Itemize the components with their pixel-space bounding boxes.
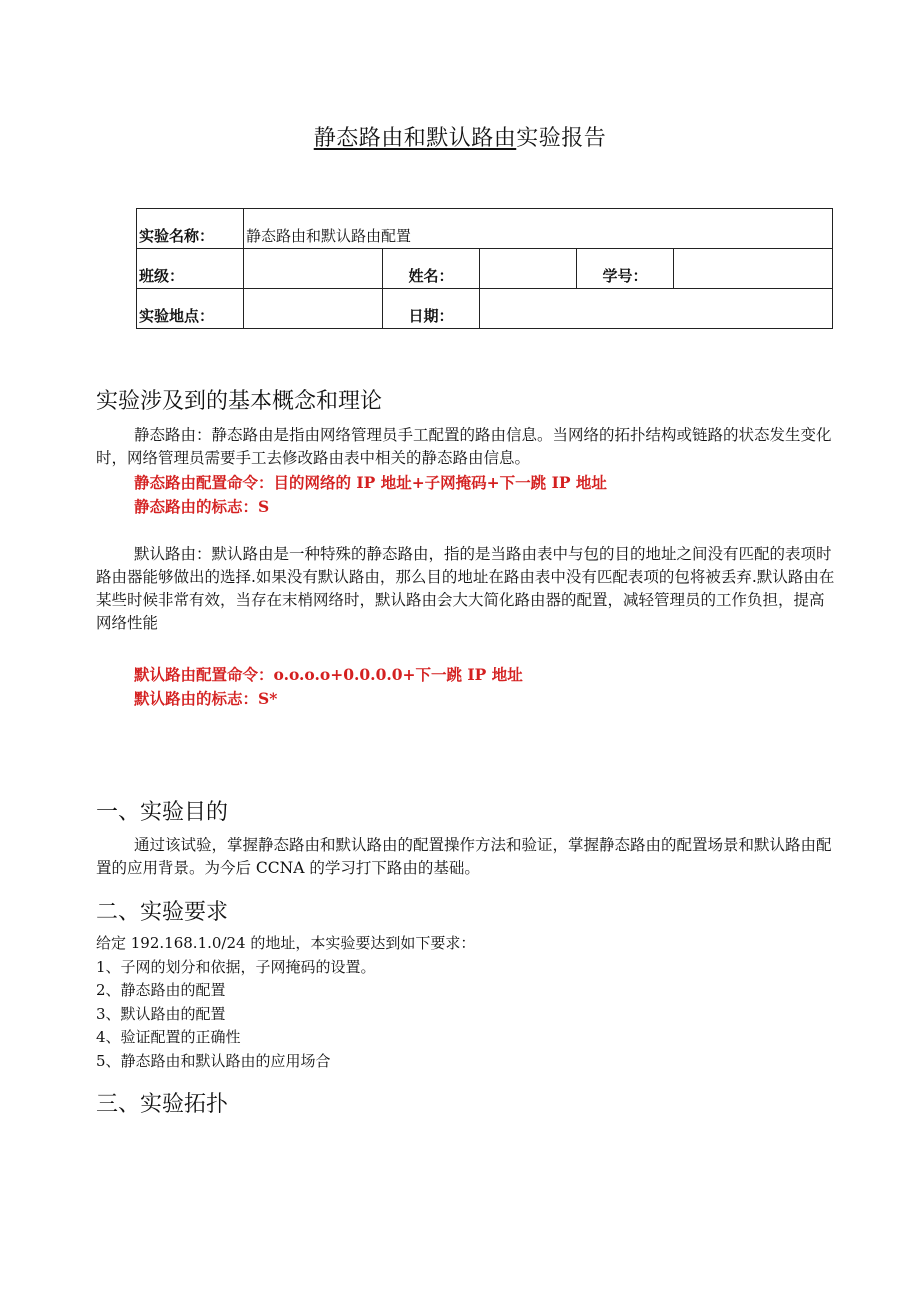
list-item: 1、子网的划分和依据，子网掩码的设置。 <box>96 957 376 976</box>
student-name-value <box>480 249 577 289</box>
list-item: 5、静态路由和默认路由的应用场合 <box>96 1051 331 1070</box>
date-label: 日期： <box>383 289 480 329</box>
requirements-intro: 给定 192.168.1.0/24 的地址，本实验要达到如下要求： <box>96 934 476 952</box>
report-title <box>0 121 920 152</box>
location-value <box>244 289 383 329</box>
section1-heading: 一、实验目的 <box>96 800 229 825</box>
section3-heading: 三、实验拓扑 <box>96 1092 229 1117</box>
location-label: 实验地点： <box>137 289 244 329</box>
list-item: 4、验证配置的正确性 <box>96 1028 241 1046</box>
student-name-label: 姓名： <box>383 249 480 289</box>
concepts-heading: 实验涉及到的基本概念和理论 <box>96 389 383 414</box>
default-route-command: 默认路由配置命令：o.o.o.o+0.0.0.0+下一跳 IP 地址 <box>134 665 523 684</box>
table-row <box>137 209 833 249</box>
static-route-flag: 静态路由的标志：S <box>134 497 270 516</box>
requirements-list <box>96 932 475 1073</box>
student-id-label: 学号： <box>577 249 674 289</box>
student-id-value <box>674 249 833 289</box>
static-route-command: 静态路由配置命令：目的网络的 IP 地址+子网掩码+下一跳 IP 地址 <box>134 473 607 492</box>
class-value <box>244 249 383 289</box>
experiment-info-table <box>136 208 833 329</box>
experiment-name-value: 静态路由和默认路由配置 <box>244 209 833 249</box>
report-title-suffix: 实验报告 <box>516 126 607 151</box>
default-route-paragraph: 默认路由：默认路由是一种特殊的静态路由，指的是当路由表中与包的目的地址之间没有匹配的表项时路由器能够做出的选择.如果没有默认路由，那么目的地址在路由表中没有匹配表项的包将被丢弃.默认路由在某些时候非常有效，当存在末梢网络时，默认路由会大大简化路由器的配置，减轻管理员的工作负担，提高网络性能 <box>96 545 835 632</box>
list-item: 3、默认路由的配置 <box>96 1004 226 1023</box>
static-route-paragraph: 静态路由：静态路由是指由网络管理员手工配置的路由信息。当网络的拓扑结构或链路的状态发生变化时，网络管理员需要手工去修改路由表中相关的静态路由信息。 <box>96 426 832 467</box>
section2-heading: 二、实验要求 <box>96 900 229 925</box>
section1-paragraph: 通过该试验，掌握静态路由和默认路由的配置操作方法和验证，掌握静态路由的配置场景和默认路由配置的应用背景。为今后 CCNA 的学习打下路由的基础。 <box>96 836 832 877</box>
date-value <box>480 289 833 329</box>
default-route-flag: 默认路由的标志：S* <box>134 689 278 708</box>
table-row <box>137 289 833 329</box>
class-label: 班级： <box>137 249 244 289</box>
table-row <box>137 249 833 289</box>
experiment-name-label: 实验名称： <box>137 209 244 249</box>
report-title-main: 静态路由和默认路由 <box>313 126 517 151</box>
list-item: 2、静态路由的配置 <box>96 981 226 999</box>
